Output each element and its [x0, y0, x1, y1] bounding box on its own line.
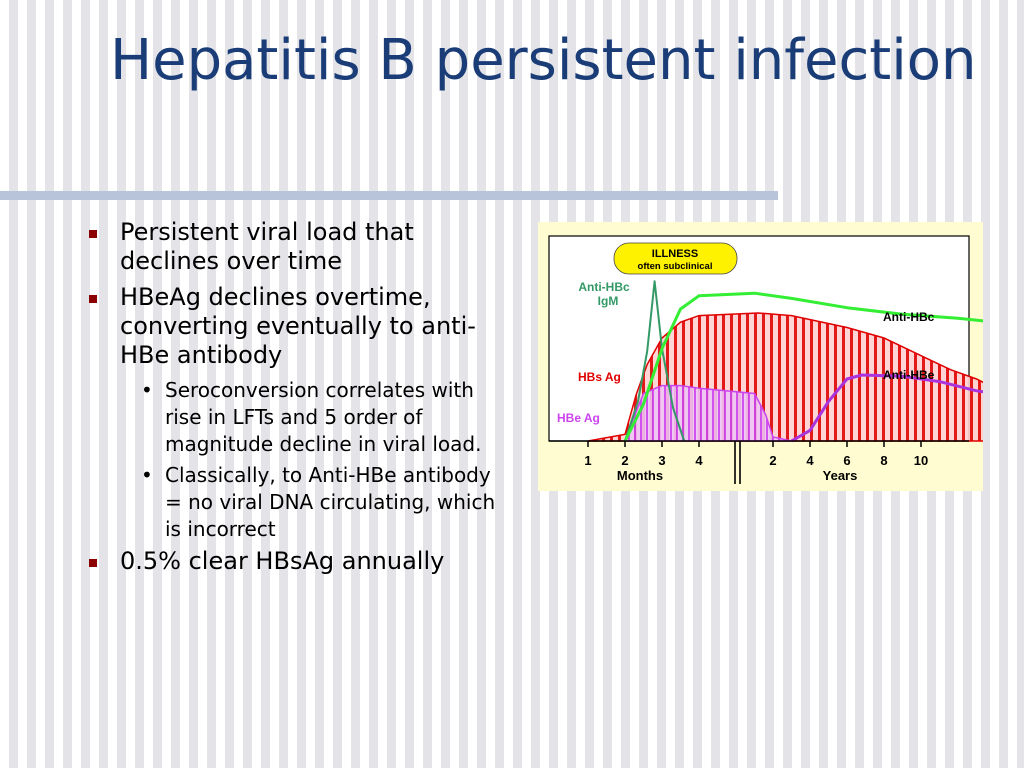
x-tick-label: 2 — [769, 453, 777, 468]
sub-bullet-text: Seroconversion correlates with rise in LFTs and 5 order of magnitude decline in viral load. — [165, 378, 482, 456]
bullet-item — [88, 283, 508, 370]
bullet-text: Persistent viral load that declines over time — [120, 218, 414, 275]
axis-break — [735, 441, 740, 484]
x-tick-label: 8 — [880, 453, 888, 468]
sub-bullet-list — [88, 377, 508, 543]
x-tick-label: 4 — [695, 453, 703, 468]
x-tick-label: 2 — [621, 453, 629, 468]
chart-svg — [538, 222, 983, 491]
series-label-anti-hbc: Anti-HBc — [883, 310, 935, 324]
sub-bullet-item — [88, 462, 508, 543]
x-tick-label: 4 — [806, 453, 814, 468]
sub-bullet-item — [88, 377, 508, 458]
series-label-hbsag: HBs Ag — [578, 370, 621, 384]
series-label-anti-hbc-igm: Anti-HBc IgM — [578, 280, 630, 308]
x-group-label-years: Years — [822, 468, 858, 483]
bullet-list — [88, 218, 508, 583]
x-group-label-months: Months — [616, 468, 664, 483]
title-divider — [0, 191, 778, 200]
bullet-text: 0.5% clear HBsAg annually — [120, 547, 445, 575]
bullet-dot-icon: • — [141, 378, 153, 402]
tick-label-layer — [584, 453, 928, 468]
bullet-item — [88, 547, 508, 576]
slide-title: Hepatitis B persistent infection — [110, 28, 977, 93]
tick-layer — [588, 441, 921, 447]
x-tick-label: 6 — [843, 453, 851, 468]
illness-badge-subtitle: often subclinical — [637, 261, 713, 272]
bullet-square-icon — [89, 230, 97, 238]
sub-bullet-text: Classically, to Anti-HBe antibody = no viral DNA circulating, which is incorrect — [165, 463, 496, 541]
illness-badge-title: ILLNESS — [651, 248, 699, 260]
bullet-square-icon — [89, 559, 97, 567]
series-label-hbeag: HBe Ag — [557, 411, 600, 425]
x-tick-label: 1 — [584, 453, 592, 468]
bullet-dot-icon: • — [141, 463, 153, 487]
bullet-square-icon — [89, 295, 97, 303]
bullet-text: HBeAg declines overtime, converting eventually to anti-HBe antibody — [120, 283, 476, 369]
series-label-anti-hbe: Anti-HBe — [883, 368, 935, 382]
x-tick-label: 10 — [913, 453, 929, 468]
x-tick-label: 3 — [658, 453, 666, 468]
serology-chart — [538, 222, 983, 491]
illness-badge — [614, 243, 737, 274]
bullet-item — [88, 218, 508, 276]
